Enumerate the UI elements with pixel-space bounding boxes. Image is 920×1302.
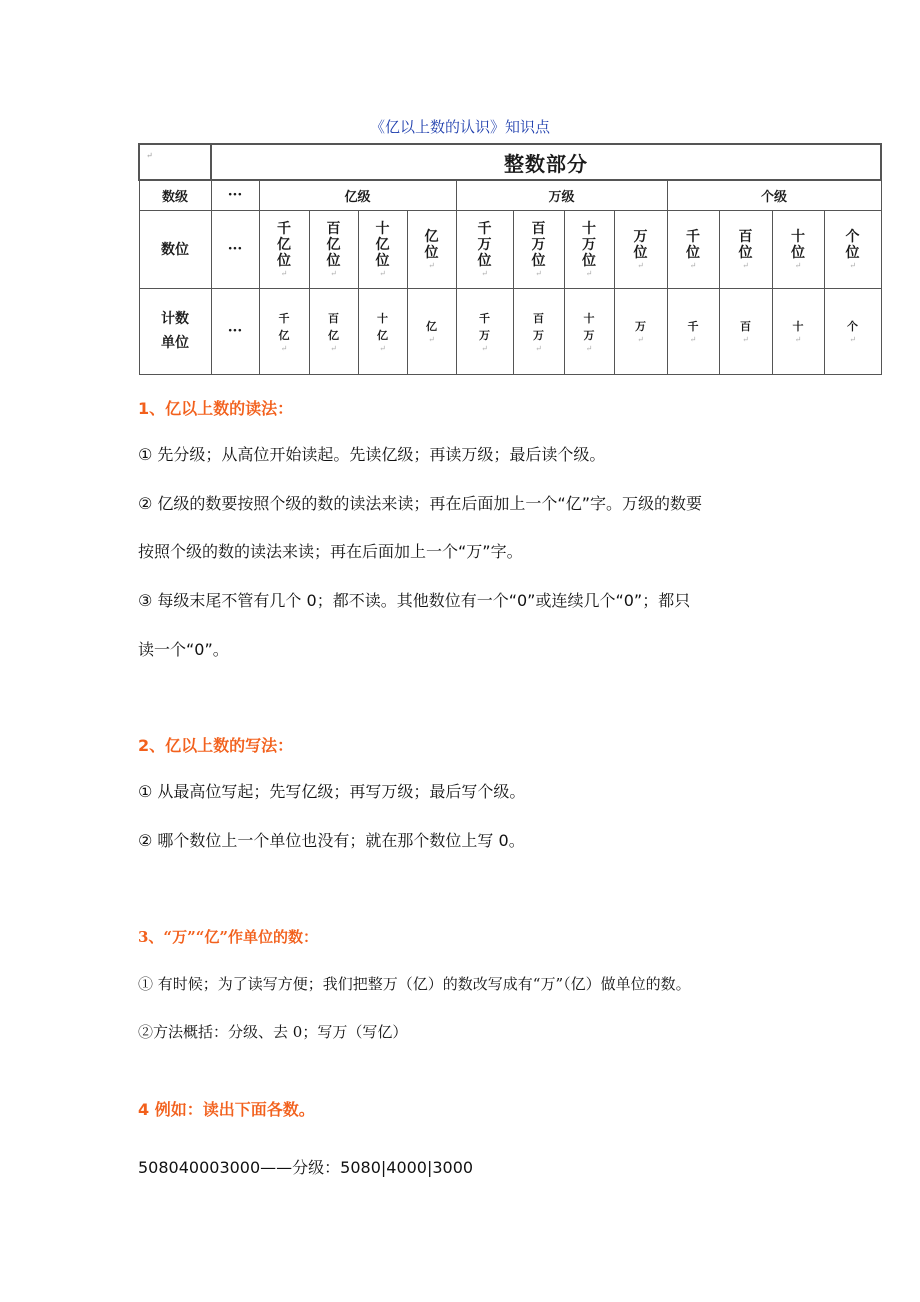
return-mark: ↵ bbox=[689, 260, 697, 270]
place-label: 十 亿 位 bbox=[375, 220, 390, 269]
return-mark: ↵ bbox=[742, 260, 749, 270]
section-2-heading: 2、亿以上数的写法： bbox=[138, 736, 294, 755]
return-mark: ↵ bbox=[146, 151, 153, 160]
place-cell bbox=[456, 210, 513, 288]
unit-cell bbox=[614, 288, 667, 374]
document-title: 《亿以上数的认识》知识点 bbox=[369, 118, 550, 136]
return-mark: ↵ bbox=[481, 343, 488, 353]
return-mark: ↵ bbox=[585, 343, 593, 353]
place-label: 十 位 bbox=[791, 228, 805, 261]
return-mark: ↵ bbox=[794, 260, 802, 270]
unit-label: 百 bbox=[740, 320, 751, 334]
place-cell bbox=[564, 210, 614, 288]
unit-cell bbox=[824, 288, 881, 374]
section-1-line-1: ① 先分级；从高位开始读起。先读亿级；再读万级；最后读个级。 bbox=[138, 445, 606, 464]
return-mark: ↵ bbox=[428, 335, 435, 345]
place-cell bbox=[667, 210, 719, 288]
whole-number-header: 整数部分 bbox=[211, 144, 881, 180]
place-value-table bbox=[138, 143, 882, 375]
place-label: 十 万 位 bbox=[582, 220, 596, 269]
return-mark: ↵ bbox=[585, 268, 593, 278]
row-label-place: 数位 bbox=[139, 210, 211, 288]
place-cell bbox=[407, 210, 456, 288]
return-mark: ↵ bbox=[849, 260, 856, 270]
return-mark: ↵ bbox=[689, 335, 697, 345]
return-mark: ↵ bbox=[794, 335, 802, 345]
unit-cell bbox=[564, 288, 614, 374]
section-2-line-1: ① 从最高位写起；先写亿级；再写万级；最后写个级。 bbox=[138, 782, 526, 801]
place-label: 百 位 bbox=[738, 228, 753, 261]
place-label: 百 亿 位 bbox=[326, 220, 341, 269]
dots-cell: ··· bbox=[211, 180, 259, 210]
unit-cell bbox=[456, 288, 513, 374]
dots-cell: ··· bbox=[211, 210, 259, 288]
place-cell bbox=[719, 210, 772, 288]
section-3-heading: 3、“万”“亿”作单位的数： bbox=[138, 928, 318, 946]
return-mark: ↵ bbox=[481, 268, 488, 278]
return-mark: ↵ bbox=[637, 335, 644, 345]
unit-label: 个 bbox=[847, 320, 859, 334]
section-1-line-3b: 读一个“0”。 bbox=[138, 640, 229, 659]
unit-label: 十 万 bbox=[583, 311, 595, 342]
row-label-unit bbox=[139, 288, 211, 374]
place-label: 个 位 bbox=[845, 228, 860, 261]
section-2-line-2: ② 哪个数位上一个单位也没有；就在那个数位上写 0。 bbox=[138, 831, 525, 850]
section-4-heading: 4 例如：读出下面各数。 bbox=[138, 1100, 315, 1119]
level-wan: 万级 bbox=[456, 180, 667, 210]
unit-label: 亿 bbox=[426, 320, 437, 334]
place-label: 百 万 位 bbox=[531, 220, 546, 269]
place-label: 千 位 bbox=[686, 228, 700, 261]
section-4-line-1: 508040003000——分级：5080|4000|3000 bbox=[138, 1158, 474, 1177]
unit-label: 万 bbox=[635, 320, 646, 334]
unit-label: 百 万 bbox=[533, 311, 544, 342]
place-cell bbox=[309, 210, 358, 288]
row-label-level: 数级 bbox=[139, 180, 211, 210]
place-cell bbox=[358, 210, 407, 288]
unit-label: 千 亿 bbox=[278, 311, 290, 342]
section-1-heading: 1、亿以上数的读法： bbox=[138, 399, 294, 418]
unit-cell bbox=[309, 288, 358, 374]
unit-label-b: 单位 bbox=[161, 335, 189, 352]
section-1-line-3a: ③ 每级末尾不管有几个 0；都不读。其他数位有一个“0”或连续几个“0”；都只 bbox=[138, 591, 691, 610]
level-ge: 个级 bbox=[667, 180, 881, 210]
place-cell bbox=[513, 210, 564, 288]
unit-cell bbox=[719, 288, 772, 374]
return-mark: ↵ bbox=[379, 268, 386, 278]
return-mark: ↵ bbox=[280, 268, 288, 278]
return-mark: ↵ bbox=[742, 335, 749, 345]
place-label: 千 亿 位 bbox=[277, 220, 291, 269]
unit-cell bbox=[667, 288, 719, 374]
unit-cell bbox=[407, 288, 456, 374]
dots-cell: ··· bbox=[211, 288, 259, 374]
section-3-line-2: ②方法概括：分级、去 0；写万（写亿） bbox=[138, 1023, 408, 1041]
place-cell bbox=[259, 210, 309, 288]
unit-cell bbox=[772, 288, 824, 374]
return-mark: ↵ bbox=[849, 335, 856, 345]
return-mark: ↵ bbox=[379, 343, 386, 353]
unit-cell bbox=[259, 288, 309, 374]
section-1-line-2b: 按照个级的数的读法来读；再在后面加上一个“万”字。 bbox=[138, 542, 523, 561]
unit-cell bbox=[358, 288, 407, 374]
level-yi: 亿级 bbox=[259, 180, 456, 210]
return-mark: ↵ bbox=[330, 343, 337, 353]
return-mark: ↵ bbox=[535, 343, 542, 353]
return-mark: ↵ bbox=[280, 343, 288, 353]
place-cell bbox=[824, 210, 881, 288]
unit-label: 十 亿 bbox=[377, 311, 388, 342]
unit-label: 千 万 bbox=[479, 311, 490, 342]
unit-label-a: 计数 bbox=[161, 311, 189, 328]
unit-cell bbox=[513, 288, 564, 374]
section-3-line-1: ① 有时候；为了读写方便；我们把整万（亿）的数改写成有“万”（亿）做单位的数。 bbox=[138, 975, 691, 993]
return-mark: ↵ bbox=[428, 260, 435, 270]
unit-label: 千 bbox=[687, 320, 699, 334]
unit-label: 十 bbox=[792, 320, 804, 334]
unit-label: 百 亿 bbox=[328, 311, 339, 342]
place-label: 万 位 bbox=[633, 228, 648, 261]
place-cell bbox=[772, 210, 824, 288]
place-cell bbox=[614, 210, 667, 288]
place-label: 千 万 位 bbox=[477, 220, 492, 269]
return-mark: ↵ bbox=[535, 268, 542, 278]
table-corner-cell bbox=[139, 144, 211, 180]
return-mark: ↵ bbox=[330, 268, 337, 278]
return-mark: ↵ bbox=[637, 260, 644, 270]
place-label: 亿 位 bbox=[424, 228, 439, 261]
section-1-line-2a: ② 亿级的数要按照个级的数的读法来读；再在后面加上一个“亿”字。万级的数要 bbox=[138, 494, 703, 513]
